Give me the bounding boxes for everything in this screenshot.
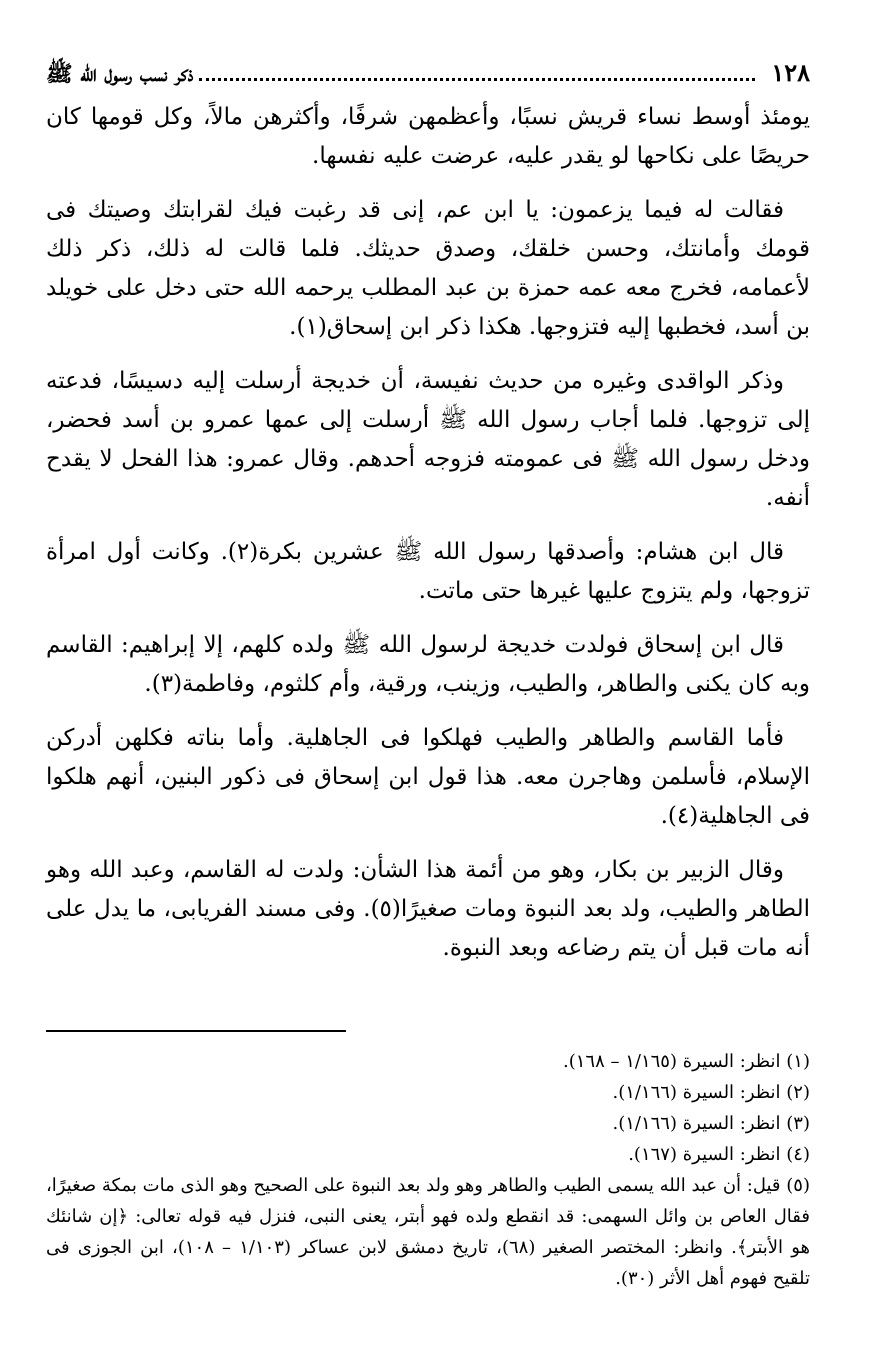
footnote: (٥) قيل: أن عبد الله يسمى الطيب والطاهر وهو ولد بعد النبوة على الصحيح وهو الذى مات بمكة صغيرًا، فقال العاص بن وائل السهمى: قد انقطع ولده فهو أبتر، يعنى النبى، فنزل فيه قوله تعالى: ﴿إن شانئك هو الأبتر﴾. وانظر: المختصر الصغير (٦٨)، تاريخ دمشق لابن عساكر (١/١٠٣ – ١٠٨)، ابن الجوزى فى تلقيح فهوم أهل الأثر (٣٠).	[46, 1175, 810, 1289]
page-number: ١٢٨	[771, 58, 810, 87]
paragraph: قال ابن هشام: وأصدقها رسول الله ﷺ عشرين بكرة(٢). وكانت أول امرأة تزوجها، ولم يتزوج عليها غيرها حتى ماتت.	[46, 539, 810, 604]
paragraph: وذكر الواقدى وغيره من حديث نفيسة، أن خديجة أرسلت إليه دسيسًا، فدعته إلى تزوجها. فلما أجاب رسول الله ﷺ أرسلت إلى عمها عمرو بن أسد فحضر، ودخل رسول الله ﷺ فى عمومته فزوجه أحدهم. وقال عمرو: هذا الفحل لا يقدح أنفه.	[46, 368, 810, 511]
running-header	[46, 58, 810, 94]
footnote: (٤) انظر: السيرة (١٦٧).	[628, 1144, 810, 1165]
paragraph: فأما القاسم والطاهر والطيب فهلكوا فى الجاهلية. وأما بناته فكلهن أدركن الإسلام، فأسلمن وهاجرن معه. هذا قول ابن إسحاق فى ذكور البنين، أنهم هلكوا فى الجاهلية(٤).	[46, 725, 810, 829]
footnote: (٣) انظر: السيرة (١/١٦٦).	[612, 1113, 810, 1134]
footnote-divider	[46, 1030, 346, 1032]
main-text	[46, 98, 810, 983]
paragraph: وقال الزبير بن بكار، وهو من أئمة هذا الشأن: ولدت له القاسم، وعبد الله وهو الطاهر والطيب، ولد بعد النبوة ومات صغيرًا(٥). وفى مسند الفريابى، ما يدل على أنه مات قبل أن يتم رضاعه وبعد النبوة.	[46, 857, 810, 961]
header-leader-dots	[199, 64, 755, 81]
chapter-title: ذكر نسب رسول الله ﷺ	[46, 61, 194, 87]
book-page	[46, 0, 810, 1364]
footnote: (١) انظر: السيرة (١/١٦٥ – ١٦٨).	[563, 1051, 810, 1072]
paragraph: يومئذ أوسط نساء قريش نسبًا، وأعظمهن شرفًا، وأكثرهن مالاً، وكل قومها كان حريصًا على نكاحها لو يقدر عليه، عرضت عليه نفسها.	[46, 104, 810, 169]
footnotes	[46, 1046, 810, 1294]
footnote: (٢) انظر: السيرة (١/١٦٦).	[612, 1082, 810, 1103]
paragraph: فقالت له فيما يزعمون: يا ابن عم، إنى قد رغبت فيك لقرابتك وصيتك فى قومك وأمانتك، وحسن خلقك، وصدق حديثك. فلما قالت له ذلك، ذكر ذلك لأعمامه، فخرج معه عمه حمزة بن عبد المطلب يرحمه الله حتى دخل على خويلد بن أسد، فخطبها إليه فتزوجها. هكذا ذكر ابن إسحاق(١).	[46, 197, 810, 340]
paragraph: قال ابن إسحاق فولدت خديجة لرسول الله ﷺ ولده كلهم، إلا إبراهيم: القاسم وبه كان يكنى والطاهر، والطيب، وزينب، ورقية، وأم كلثوم، وفاطمة(٣).	[46, 632, 810, 697]
